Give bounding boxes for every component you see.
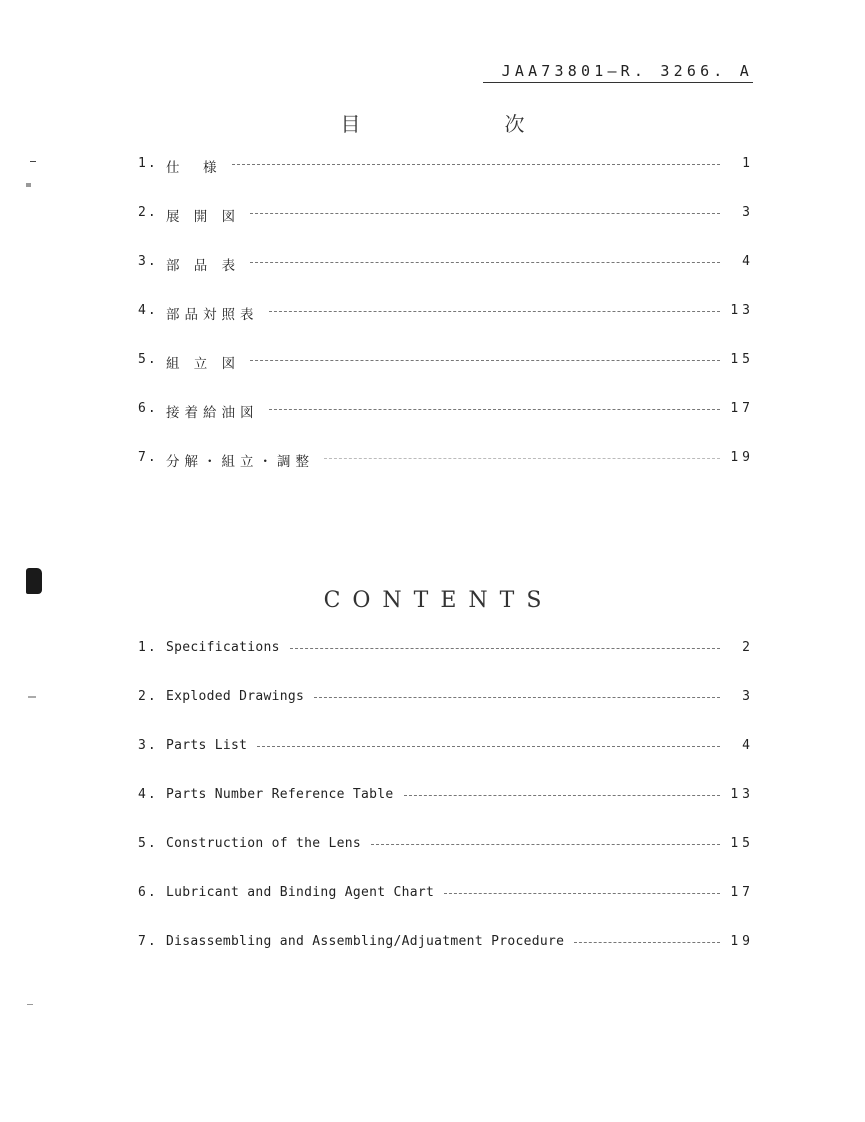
toc-leader	[324, 450, 720, 459]
toc-number: 3.	[138, 738, 158, 753]
toc-label: 部品対照表	[166, 307, 259, 323]
toc-row	[138, 885, 754, 934]
toc-number: 2.	[138, 689, 158, 704]
toc-leader	[250, 254, 720, 263]
toc-row	[138, 156, 754, 205]
toc-label: Specifications	[166, 640, 280, 655]
toc-row	[138, 450, 754, 499]
english-toc-title: CONTENTS	[323, 588, 554, 613]
toc-number: 1.	[138, 156, 158, 171]
toc-leader	[269, 401, 721, 410]
toc-number: 1.	[138, 640, 158, 655]
toc-leader	[257, 738, 720, 747]
toc-label: 組 立 図	[166, 356, 241, 372]
toc-page: 19	[730, 450, 754, 465]
toc-page: 4	[742, 254, 754, 269]
toc-page: 17	[730, 885, 754, 900]
toc-row	[138, 205, 754, 254]
toc-leader	[290, 640, 720, 649]
scan-speck	[28, 696, 36, 698]
toc-row	[138, 352, 754, 401]
toc-label: 分解・組立・調整	[166, 454, 314, 470]
toc-row	[138, 689, 754, 738]
toc-page: 13	[730, 787, 754, 802]
toc-row	[138, 934, 754, 983]
toc-label: 展 開 図	[166, 209, 241, 225]
toc-leader	[404, 787, 720, 796]
document-id: JAA73801—R. 3266. A	[483, 62, 753, 83]
toc-number: 6.	[138, 401, 158, 416]
toc-page: 19	[730, 934, 754, 949]
toc-page: 15	[730, 836, 754, 851]
toc-label: Disassembling and Assembling/Adjuatment Procedure	[166, 934, 565, 949]
toc-leader	[232, 156, 721, 165]
toc-row	[138, 401, 754, 450]
toc-label: 接着給油図	[166, 405, 259, 421]
toc-row	[138, 303, 754, 352]
scan-speck	[30, 161, 36, 162]
toc-leader	[574, 934, 720, 943]
scan-blot	[26, 568, 42, 594]
toc-leader	[269, 303, 721, 312]
toc-number: 2.	[138, 205, 158, 220]
toc-number: 4.	[138, 787, 158, 802]
toc-label: Parts List	[166, 738, 248, 753]
toc-label: 仕 様	[166, 160, 222, 176]
toc-leader	[371, 836, 720, 845]
toc-number: 5.	[138, 836, 158, 851]
toc-page: 1	[742, 156, 754, 171]
toc-row	[138, 787, 754, 836]
toc-page: 4	[742, 738, 754, 753]
toc-page: 15	[730, 352, 754, 367]
toc-number: 3.	[138, 254, 158, 269]
toc-row	[138, 640, 754, 689]
toc-label: 部 品 表	[166, 258, 241, 274]
toc-page: 13	[730, 303, 754, 318]
toc-leader	[444, 885, 720, 894]
scan-speck	[27, 1004, 33, 1005]
toc-number: 6.	[138, 885, 158, 900]
toc-leader	[250, 205, 720, 214]
toc-row	[138, 254, 754, 303]
toc-leader	[250, 352, 720, 361]
toc-number: 7.	[138, 450, 158, 465]
toc-page: 2	[742, 640, 754, 655]
japanese-toc-title: 目 次	[340, 112, 587, 136]
toc-page: 3	[742, 205, 754, 220]
toc-leader	[314, 689, 720, 698]
toc-page: 17	[730, 401, 754, 416]
toc-label: Parts Number Reference Table	[166, 787, 394, 802]
toc-number: 7.	[138, 934, 158, 949]
toc-row	[138, 836, 754, 885]
toc-label: Construction of the Lens	[166, 836, 362, 851]
toc-row	[138, 738, 754, 787]
japanese-toc	[138, 156, 754, 499]
toc-label: Lubricant and Binding Agent Chart	[166, 885, 435, 900]
toc-number: 4.	[138, 303, 158, 318]
english-toc	[138, 640, 754, 983]
toc-page: 3	[742, 689, 754, 704]
toc-label: Exploded Drawings	[166, 689, 305, 704]
toc-number: 5.	[138, 352, 158, 367]
scan-speck	[26, 183, 31, 187]
